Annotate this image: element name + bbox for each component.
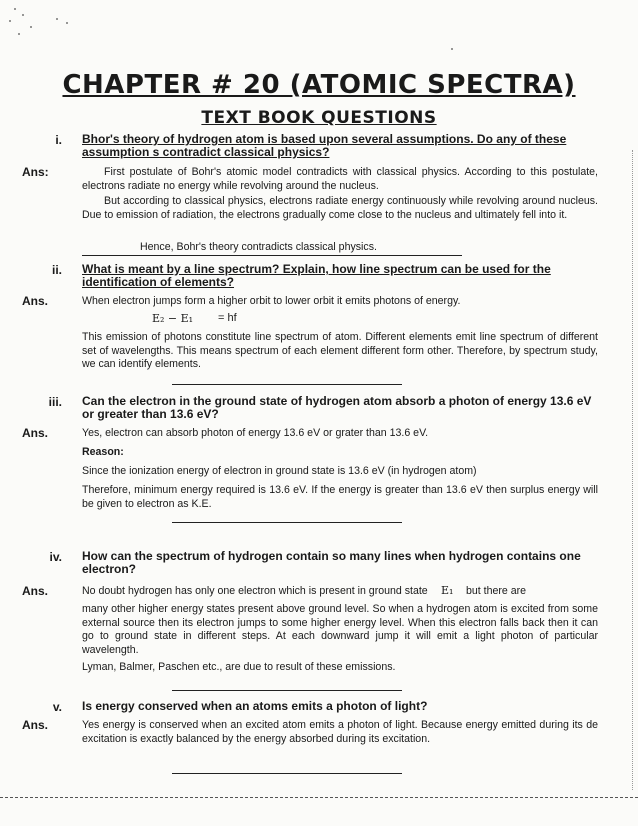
answer-paragraph: many other higher energy states present above ground level. So when a hydrogen atom is excited from some external source then its electron jumps to some higher energy level. When this electron falls back then it can go to ground state in different steps. At each downward jump it will emit a light photon of particular wavelength.: [82, 603, 598, 656]
separator-line: [172, 522, 402, 523]
question-number: ii.: [51, 263, 62, 277]
scan-speck: [56, 18, 58, 20]
scan-speck: [22, 14, 24, 16]
chapter-title: CHAPTER # 20 (ATOMIC SPECTRA): [62, 70, 576, 100]
answer-label: Ans.: [22, 426, 49, 440]
separator-line: [172, 690, 402, 691]
answer-label: Ans.: [22, 584, 49, 598]
separator-line: [172, 384, 402, 385]
question-text: Bhor's theory of hydrogen atom is based upon several assumptions. Do any of these assumption s contradict classical physics?: [82, 132, 567, 159]
answer-paragraph: Hence, Bohr's theory contradicts classical physics.: [140, 241, 377, 253]
scan-right-edge: [632, 150, 633, 790]
ground-state-symbol: E₁: [441, 584, 454, 597]
answer-paragraph: Lyman, Balmer, Paschen etc., are due to result of these emissions.: [82, 661, 396, 673]
answer-paragraph: but there are: [466, 585, 527, 597]
separator-line: [172, 773, 402, 774]
scan-speck: [451, 48, 453, 50]
answer-label: Ans:: [22, 165, 49, 179]
question-number: i.: [55, 133, 62, 147]
answer-paragraph: This emission of photons constitute line spectrum of atom. Different elements emit line spectrum of different set of wavelengths. This means spectrum of each element different form other. Therefore, by spectrum study, we can identify elements.: [82, 331, 598, 370]
scan-speck: [66, 22, 68, 24]
separator-line: [82, 255, 462, 256]
question-number: iv.: [49, 550, 62, 564]
scan-speck: [30, 26, 32, 28]
scan-speck: [9, 20, 11, 22]
answer-paragraph: Therefore, minimum energy required is 13.6 eV. If the energy is greater than 13.6 eV then surplus energy will be given to electron as K.E.: [82, 484, 598, 510]
equation-lhs: E₂ − E₁: [152, 312, 194, 325]
answer-paragraph: But according to classical physics, electrons radiate energy continuously while revolving around nucleus. Due to emission of radiation, the electrons gradually come close to the nucleus and ultimately fell into it.: [82, 195, 598, 221]
answer-paragraph: Yes, electron can absorb photon of energy 13.6 eV or grater than 13.6 eV.: [82, 427, 429, 439]
scan-bottom-edge: [0, 797, 638, 798]
answer-paragraph: When electron jumps form a higher orbit to lower orbit it emits photons of energy.: [82, 295, 461, 307]
section-subtitle: TEXT BOOK QUESTIONS: [201, 108, 437, 128]
question-number: v.: [52, 700, 62, 714]
answer-label: Ans.: [22, 718, 49, 732]
question-text: What is meant by a line spectrum? Explain, how line spectrum can be used for the identification of elements?: [82, 262, 551, 289]
question-text: Is energy conserved when an atoms emits a photon of light?: [82, 699, 428, 713]
question-text: Can the electron in the ground state of hydrogen atom absorb a photon of energy 13.6 eV or greater than 13.6 eV?: [82, 394, 592, 421]
scan-speck: [18, 33, 20, 35]
answer-paragraph: No doubt hydrogen has only one electron which is present in ground state: [82, 585, 428, 597]
answer-paragraph: First postulate of Bohr's atomic model contradicts with classical physics. According to this postulate, electrons radiate no energy while revolving around the nucleus.: [82, 166, 598, 192]
reason-heading: Reason:: [82, 446, 124, 458]
question-text: How can the spectrum of hydrogen contain so many lines when hydrogen contains one electron?: [82, 549, 581, 576]
answer-paragraph: Yes energy is conserved when an excited atom emits a photon of light. Because energy emitted during its de excitation is exactly balanced by the energy absorbed during its excitation.: [82, 719, 598, 745]
answer-paragraph: Since the ionization energy of electron in ground state is 13.6 eV (in hydrogen atom): [82, 465, 477, 477]
equation-rhs: = hf: [218, 312, 237, 324]
question-number: iii.: [48, 395, 62, 409]
answer-label: Ans.: [22, 294, 49, 308]
scan-speck: [14, 8, 16, 10]
